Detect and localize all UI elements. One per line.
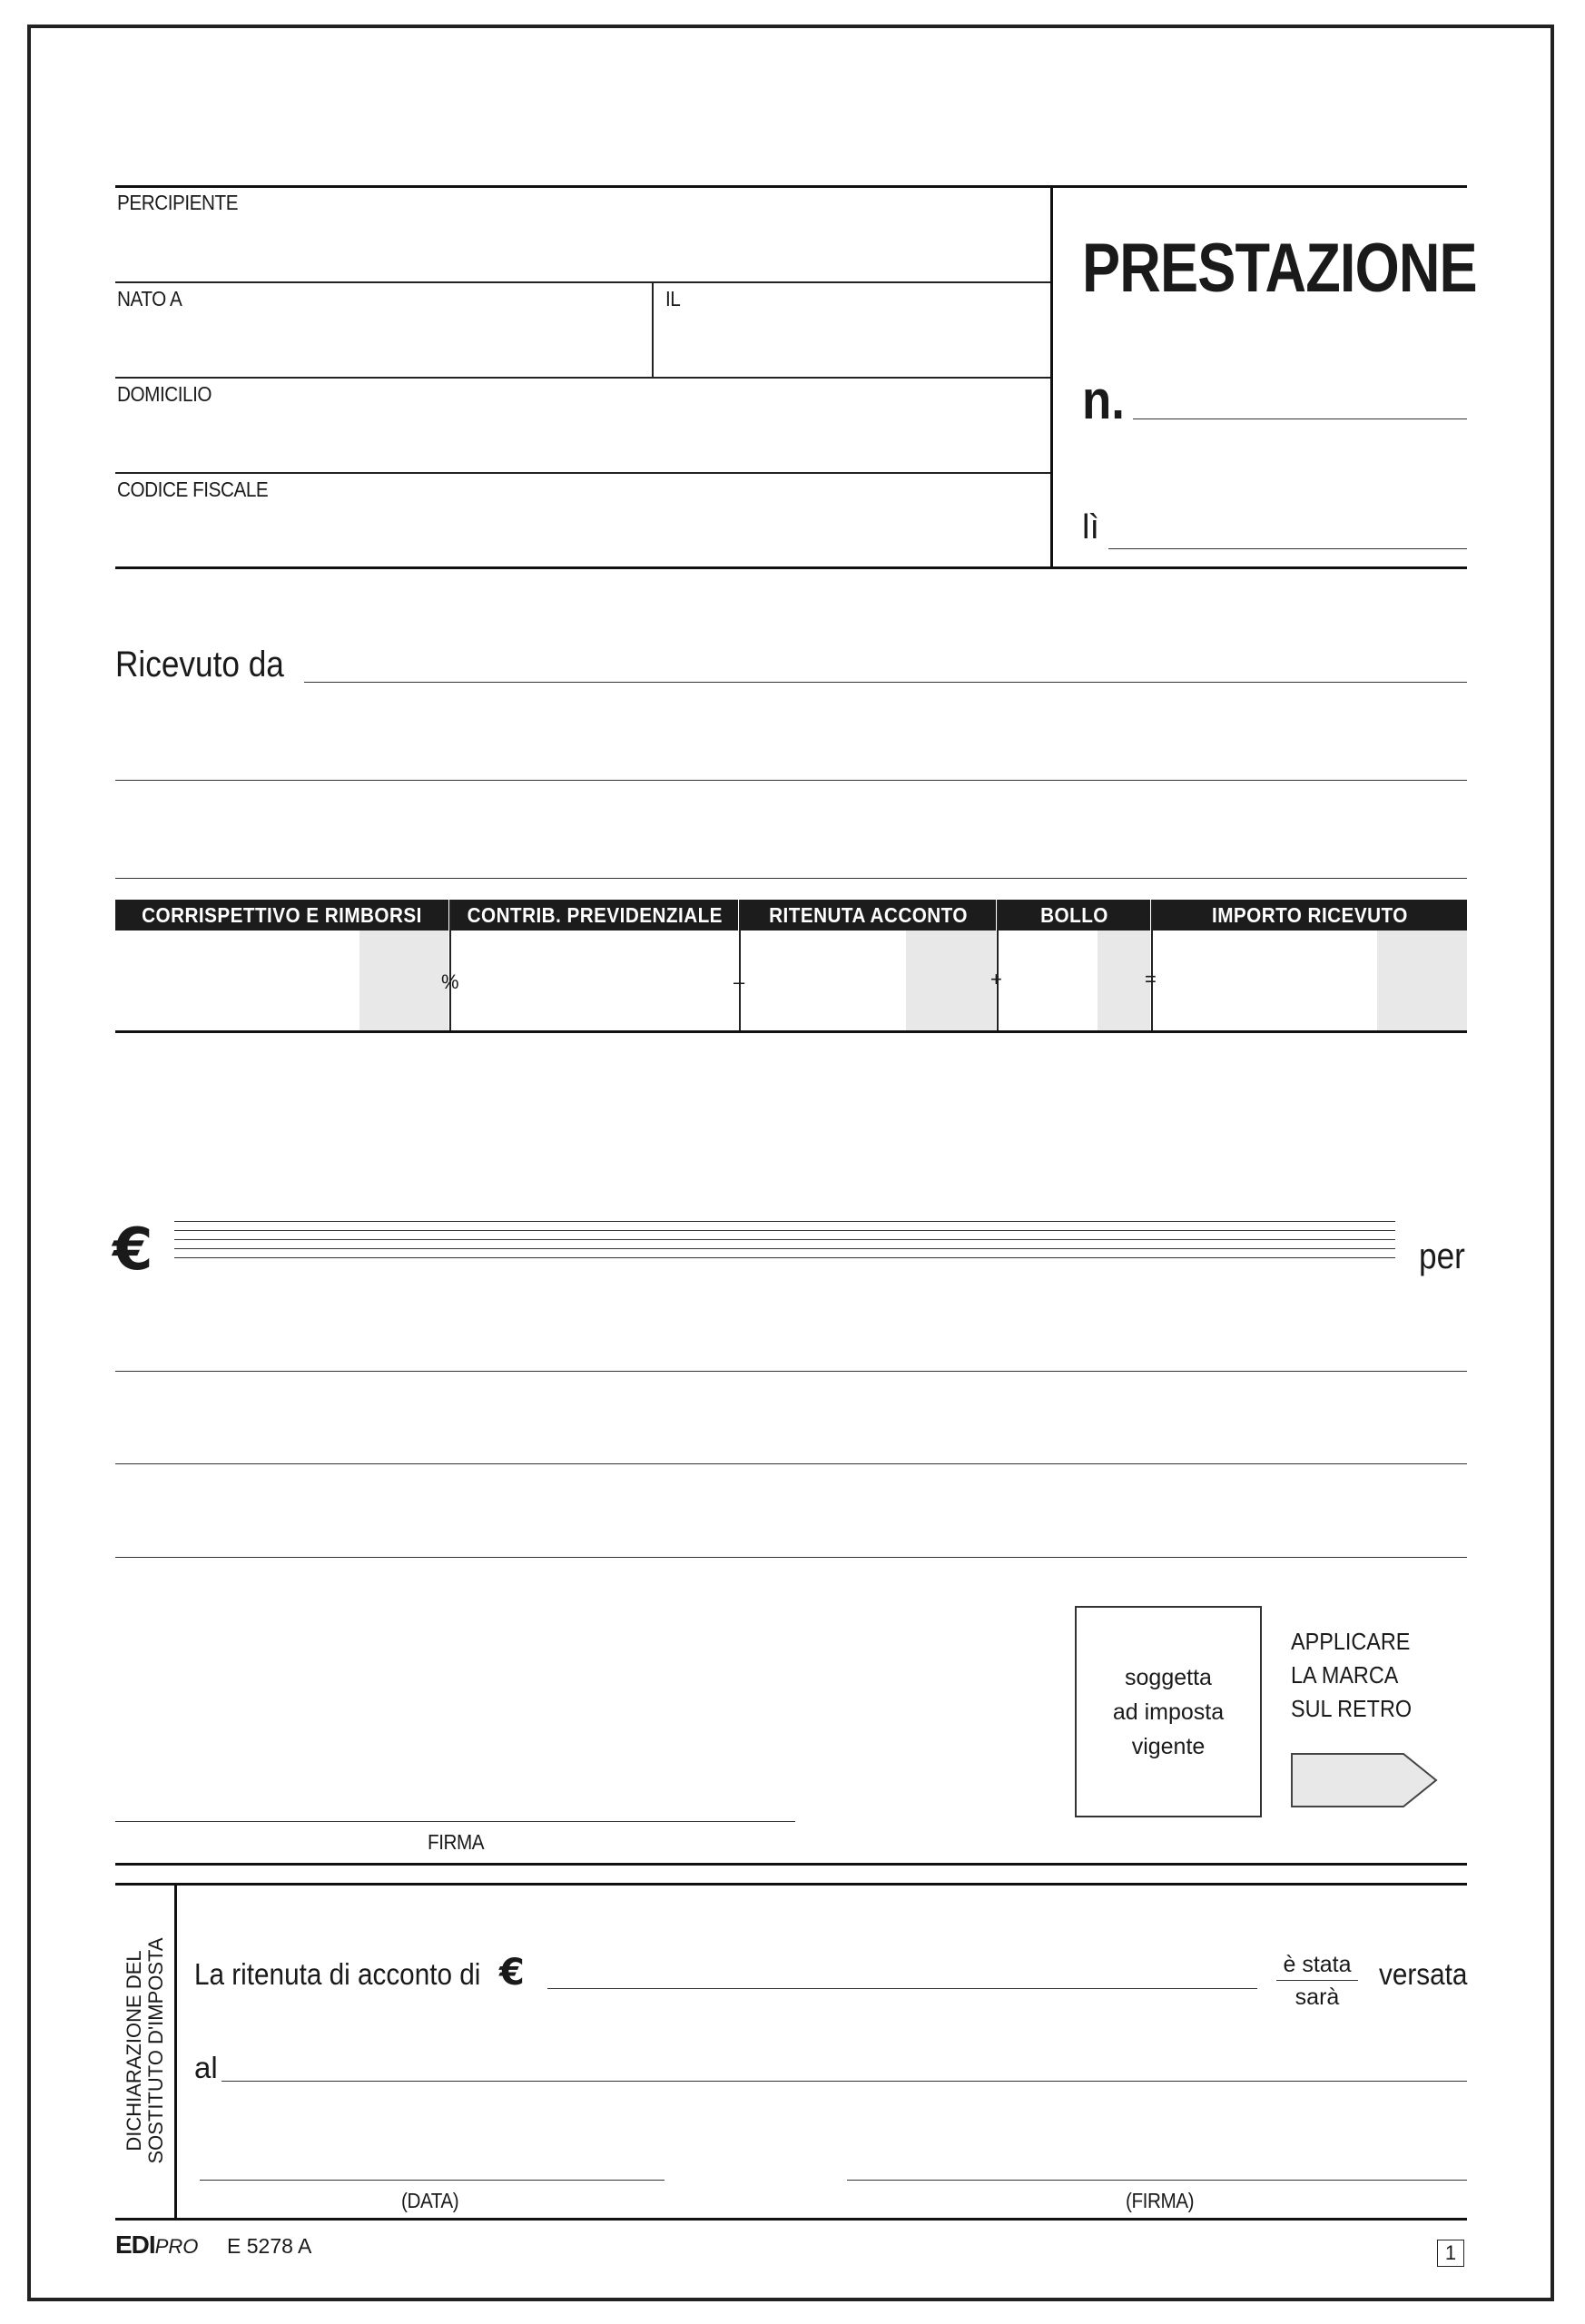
col-div-2 bbox=[739, 900, 741, 1031]
place-label: lì bbox=[1082, 508, 1099, 547]
declaration-top-line bbox=[115, 1883, 1467, 1886]
al-label: al bbox=[194, 2051, 218, 2084]
ricevuto-line-2 bbox=[115, 780, 1467, 781]
header-divider bbox=[1050, 185, 1053, 567]
table-bottom-line bbox=[115, 1030, 1467, 1033]
declaration-side-divider bbox=[174, 1883, 177, 2219]
col-header-contrib: CONTRIB. PREVIDENZIALE bbox=[451, 900, 738, 931]
nato-il-divider bbox=[652, 281, 654, 377]
apply-line: LA MARCA bbox=[1291, 1661, 1399, 1689]
brand-edi: EDI bbox=[115, 2230, 155, 2259]
col-div-1 bbox=[449, 900, 451, 1031]
side-label-line: DICHIARAZIONE DEL bbox=[123, 1950, 145, 2152]
header-bottom-line bbox=[115, 566, 1467, 569]
ritenuta-text: La ritenuta di acconto di bbox=[194, 1957, 481, 1991]
stamp-text-line: ad imposta bbox=[1112, 1699, 1225, 1725]
row-line-1 bbox=[115, 281, 1050, 283]
apply-stamp-note bbox=[1291, 1625, 1412, 1726]
firma-label: FIRMA bbox=[428, 1830, 485, 1854]
col-div-3 bbox=[997, 900, 999, 1031]
op-minus: – bbox=[733, 970, 745, 993]
brand-pro: PRO bbox=[154, 2235, 199, 2258]
percipiente-label: PERCIPIENTE bbox=[117, 191, 239, 214]
data-line bbox=[200, 2180, 665, 2181]
al-line bbox=[222, 2081, 1467, 2082]
product-code: E 5278 A bbox=[227, 2234, 312, 2258]
section-divider bbox=[115, 1863, 1467, 1866]
option-sara: sarà bbox=[1295, 1984, 1340, 2010]
col-header-importo: IMPORTO RICEVUTO bbox=[1153, 900, 1467, 931]
page-number: 1 bbox=[1437, 2240, 1464, 2267]
firma-line bbox=[115, 1821, 795, 1822]
cell-shade-1 bbox=[359, 931, 448, 1030]
euro-icon: € bbox=[113, 1216, 153, 1284]
nato-label: NATO A bbox=[117, 287, 182, 310]
ricevuto-line-1 bbox=[304, 682, 1467, 683]
declaration-firma-line bbox=[847, 2180, 1467, 2181]
stamp-text-line: vigente bbox=[1131, 1733, 1206, 1759]
cell-shade-2 bbox=[906, 931, 996, 1030]
col-header-ritenuta: RITENUTA ACCONTO bbox=[741, 900, 996, 931]
cell-shade-3 bbox=[1098, 931, 1150, 1030]
page-title: PRESTAZIONE bbox=[1082, 230, 1477, 307]
versata-label: versata bbox=[1379, 1957, 1468, 1991]
amount-lines bbox=[174, 1221, 1395, 1266]
option-stata: è stata bbox=[1276, 1952, 1358, 1981]
apply-line: SUL RETRO bbox=[1291, 1695, 1413, 1722]
desc-line-2 bbox=[115, 1463, 1467, 1464]
col-div-4 bbox=[1151, 900, 1153, 1031]
declaration-bottom-line bbox=[115, 2218, 1467, 2221]
declaration-firma-label: (FIRMA) bbox=[1126, 2189, 1195, 2212]
ritenuta-line bbox=[547, 1988, 1257, 1989]
desc-line-3 bbox=[115, 1557, 1467, 1558]
cell-shade-4 bbox=[1377, 931, 1467, 1030]
brand-logo bbox=[115, 2231, 198, 2260]
header-top-line bbox=[115, 185, 1467, 188]
number-label: n. bbox=[1082, 369, 1125, 430]
stata-sara-options bbox=[1276, 1952, 1358, 2011]
desc-line-1 bbox=[115, 1371, 1467, 1372]
op-equals: = bbox=[1145, 968, 1157, 990]
ricevuto-label: Ricevuto da bbox=[115, 645, 284, 684]
col-header-corrispettivo: CORRISPETTIVO E RIMBORSI bbox=[115, 900, 448, 931]
domicilio-label: DOMICILIO bbox=[117, 382, 212, 406]
data-label: (DATA) bbox=[401, 2189, 459, 2212]
stamp-box bbox=[1075, 1606, 1262, 1817]
row-line-3 bbox=[115, 472, 1050, 474]
arrow-right-icon bbox=[1291, 1752, 1440, 1808]
apply-line: APPLICARE bbox=[1291, 1628, 1411, 1655]
euro-small-icon: € bbox=[499, 1952, 525, 1994]
row-line-2 bbox=[115, 377, 1050, 379]
il-label: IL bbox=[665, 287, 681, 310]
op-percent: % bbox=[441, 970, 459, 993]
place-line bbox=[1108, 548, 1467, 549]
ricevuto-line-3 bbox=[115, 878, 1467, 879]
codice-fiscale-label: CODICE FISCALE bbox=[117, 478, 269, 501]
col-header-bollo: BOLLO bbox=[999, 900, 1150, 931]
per-label: per bbox=[1419, 1236, 1465, 1276]
op-plus: + bbox=[990, 968, 1002, 990]
side-label-line: SOSTITUTO D'IMPOSTA bbox=[144, 1937, 167, 2164]
stamp-text-line: soggetta bbox=[1125, 1664, 1212, 1690]
